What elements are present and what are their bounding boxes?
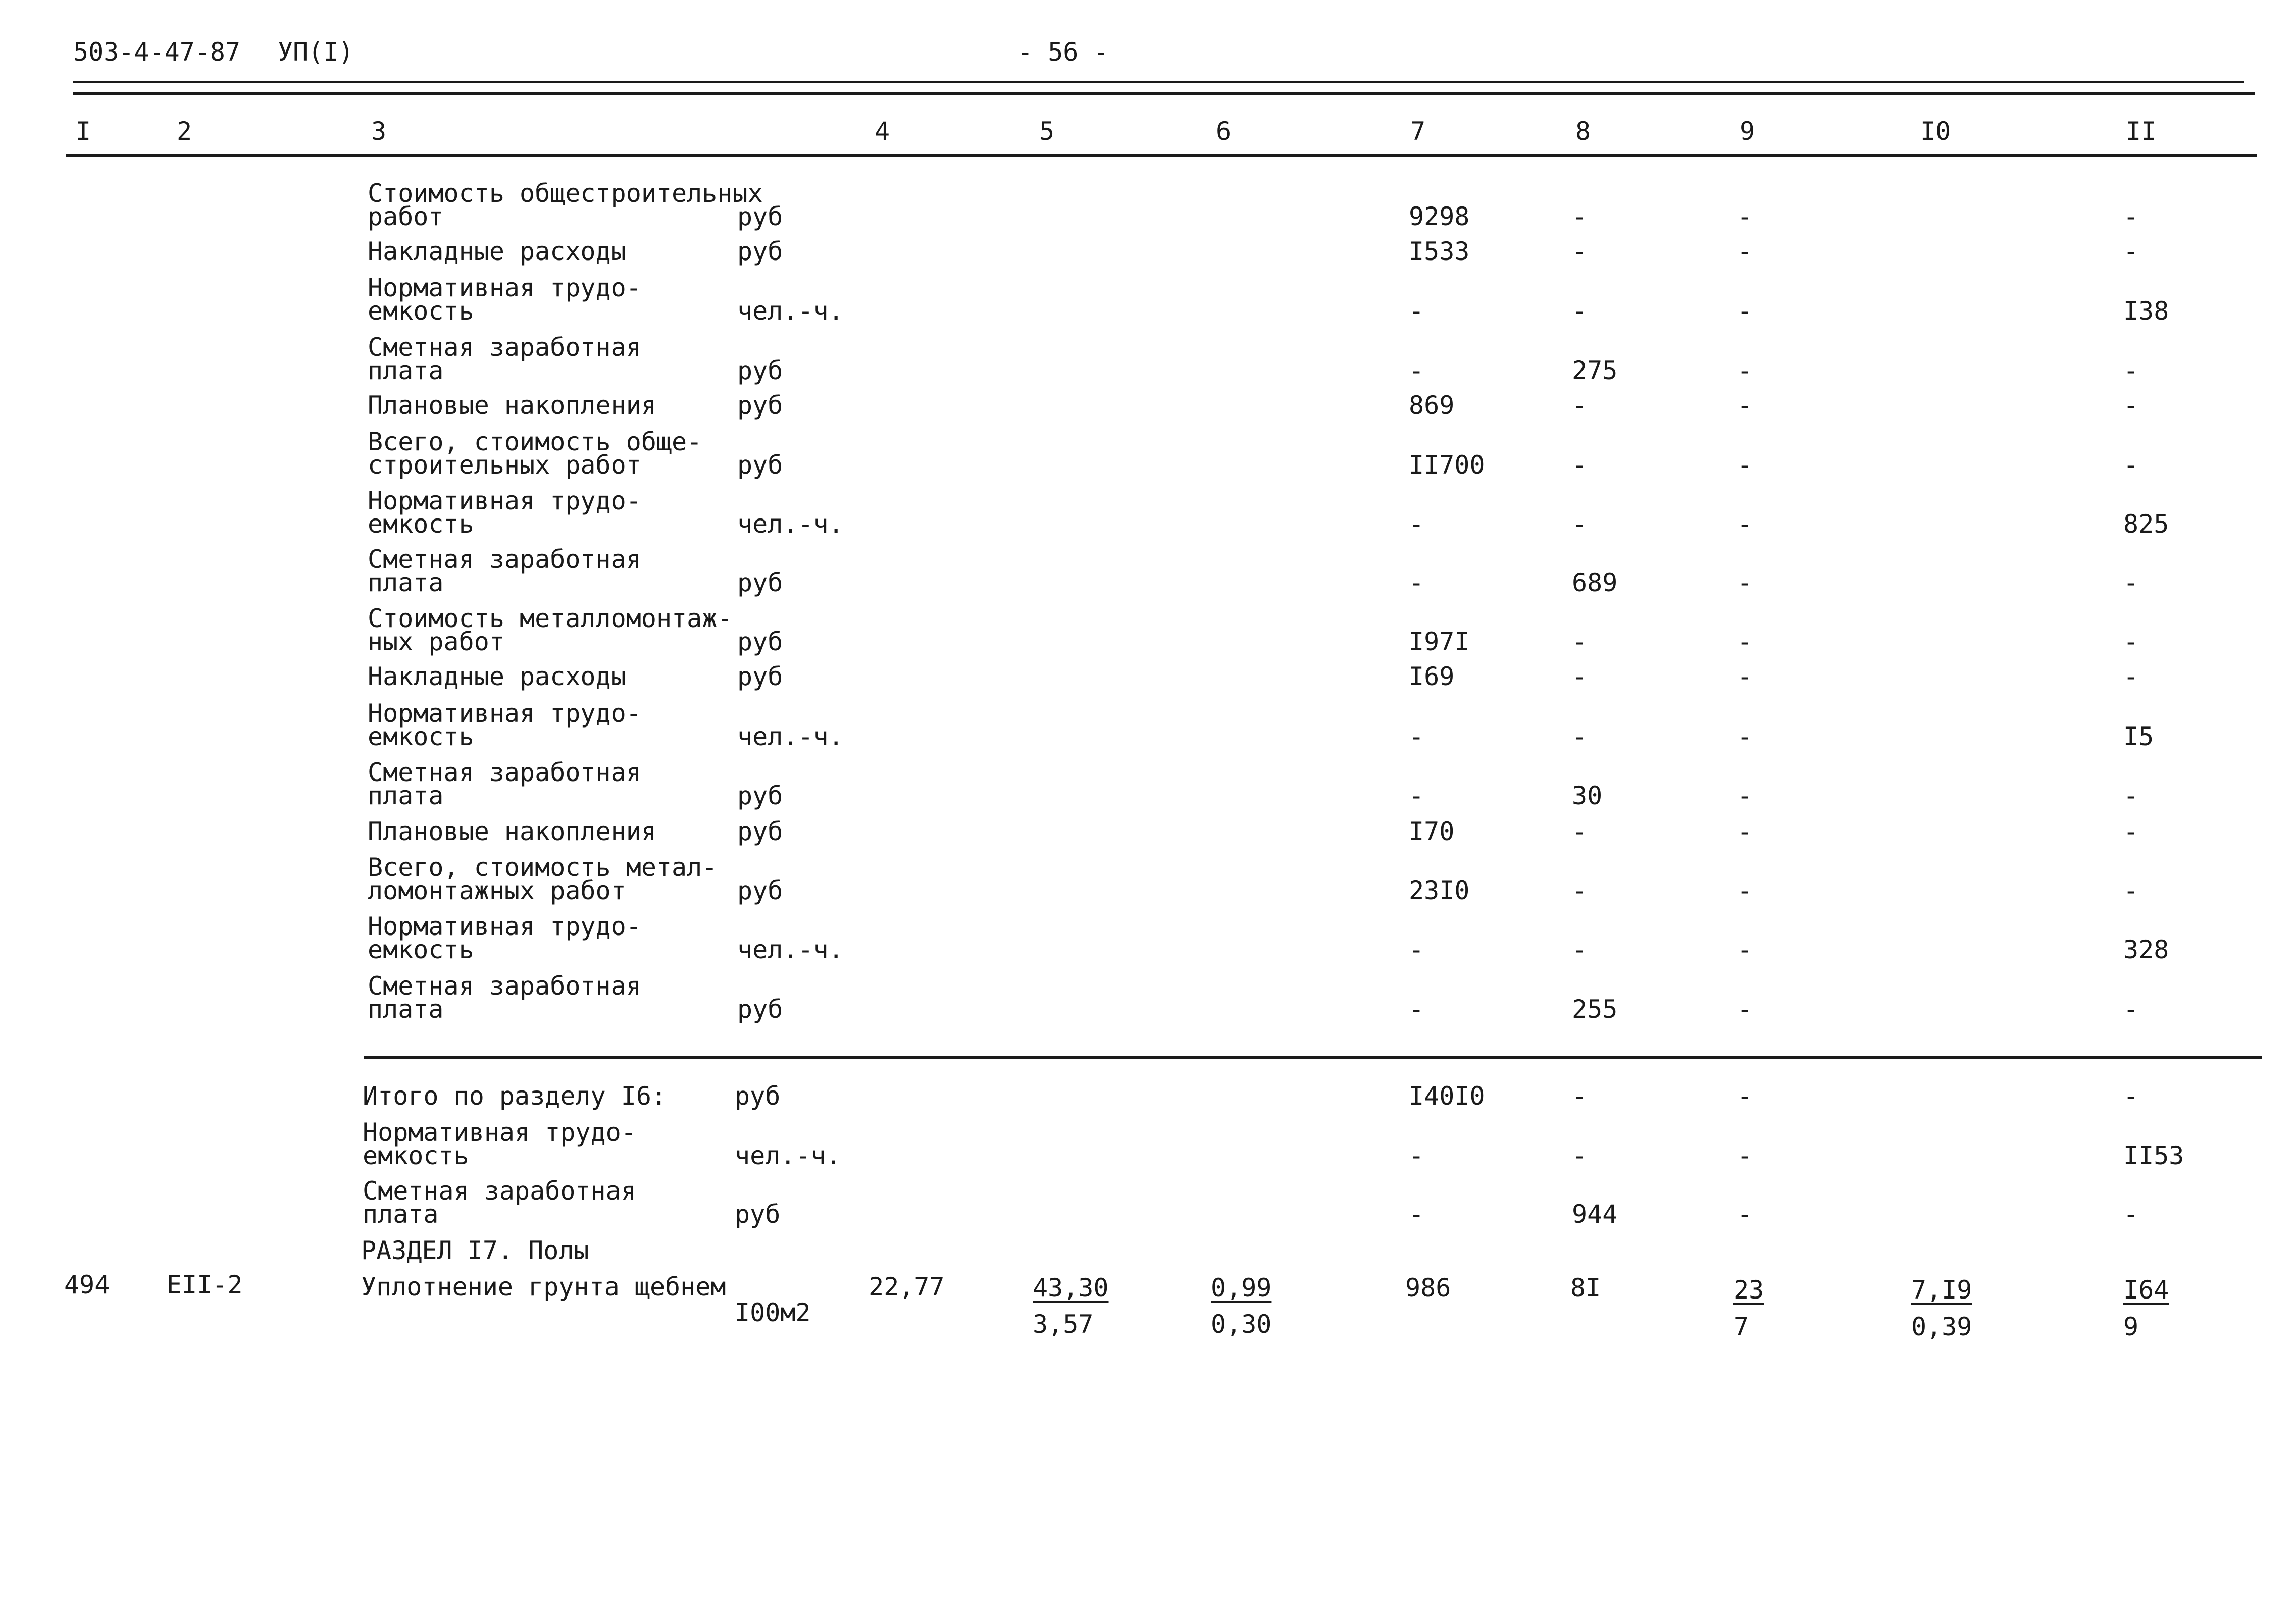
col-head-6: 6 [1216, 117, 1232, 146]
row-label-line: Сметная заработная [368, 758, 641, 787]
row-label-line: емкость [363, 1141, 469, 1170]
row-label-line: Нормативная трудо- [368, 486, 641, 515]
col-head-11: II [2126, 117, 2157, 146]
row-col7-value: I97I [1409, 627, 1470, 656]
row-label-line: Сметная заработная [363, 1176, 636, 1206]
row-unit: чел.-ч. [737, 296, 844, 326]
row-col8-value: 255 [1572, 995, 1618, 1024]
row-col7-value: - [1409, 568, 1424, 597]
row-col9-value: - [1737, 202, 1753, 231]
row-label-line: емкость [368, 722, 474, 751]
row-label-line: Плановые накопления [368, 817, 656, 846]
row-col8-value: - [1572, 391, 1588, 420]
col-head-10: I0 [1920, 117, 1951, 146]
row-label-line: Нормативная трудо- [368, 273, 641, 302]
row-label-line: ломонтажных работ [368, 876, 626, 905]
row-col7-value: - [1409, 296, 1424, 326]
item-col4: 22,77 [869, 1272, 945, 1302]
row-label-line: Накладные расходы [368, 662, 626, 691]
row-col11-value: 825 [2123, 509, 2169, 539]
row-label-line: Сметная заработная [368, 971, 641, 1001]
row-col8-value: 275 [1572, 356, 1618, 385]
col-head-1: I [76, 117, 91, 146]
row-col9-value: - [1737, 781, 1753, 810]
row-unit: руб [735, 1200, 781, 1229]
row-col8-value: - [1572, 237, 1588, 266]
item-col11-top: I64 [2123, 1275, 2169, 1305]
row-col9-value: - [1737, 722, 1753, 751]
row-col11-value: - [2123, 781, 2139, 810]
row-unit: руб [737, 662, 783, 691]
row-col8-value: - [1572, 627, 1588, 656]
row-label-line: емкость [368, 296, 474, 326]
row-col7-value: I533 [1409, 237, 1470, 266]
row-label-line: Сметная заработная [368, 545, 641, 574]
item-col8: 8I [1570, 1273, 1601, 1303]
item-col10-top: 7,I9 [1911, 1275, 1972, 1305]
item-code: EII-2 [167, 1270, 243, 1300]
row-unit: руб [737, 817, 783, 846]
item-unit: I00м2 [735, 1298, 811, 1327]
row-col7-value: - [1409, 935, 1424, 964]
row-col11-value: - [2123, 1081, 2139, 1111]
row-col9-value: - [1737, 817, 1753, 846]
row-col11-value: - [2123, 391, 2139, 420]
row-unit: руб [735, 1081, 781, 1111]
row-col8-value: - [1572, 1141, 1588, 1170]
row-unit: руб [737, 568, 783, 597]
row-label-line: Всего, стоимость обще- [368, 427, 702, 456]
item-name: Уплотнение грунта щебнем [361, 1272, 726, 1302]
row-unit: руб [737, 627, 783, 656]
col-head-5: 5 [1039, 117, 1055, 146]
row-label-line: Нормативная трудо- [368, 912, 641, 941]
item-col9-top: 23 [1733, 1275, 1764, 1305]
row-col8-value: - [1572, 202, 1588, 231]
row-unit: руб [737, 450, 783, 480]
row-unit: чел.-ч. [737, 935, 844, 964]
row-label-line: плата [368, 995, 444, 1024]
item-col5-bottom: 3,57 [1033, 1310, 1094, 1339]
row-col9-value: - [1737, 450, 1753, 480]
row-col11-value: - [2123, 627, 2139, 656]
row-col11-value: - [2123, 876, 2139, 905]
page-number: - 56 - [1017, 37, 1109, 67]
row-label-line: Нормативная трудо- [368, 699, 641, 728]
row-col8-value: - [1572, 1081, 1588, 1111]
row-col7-value: I40I0 [1409, 1081, 1485, 1111]
row-col9-value: - [1737, 876, 1753, 905]
row-col7-value: - [1409, 1200, 1424, 1229]
row-col7-value: I69 [1409, 662, 1455, 691]
row-unit: руб [737, 356, 783, 385]
document-code: 503-4-47-87 [73, 37, 241, 67]
item-number: 494 [64, 1270, 110, 1300]
col-head-8: 8 [1575, 117, 1591, 146]
row-col11-value: - [2123, 817, 2139, 846]
row-col8-value: 689 [1572, 568, 1618, 597]
row-col7-value: 23I0 [1409, 876, 1470, 905]
row-col11-value: II53 [2123, 1141, 2184, 1170]
row-col11-value: I5 [2123, 722, 2154, 751]
row-col7-value: 9298 [1409, 202, 1470, 231]
col-head-2: 2 [177, 117, 192, 146]
row-label-line: Всего, стоимость метал- [368, 853, 718, 882]
row-col8-value: - [1572, 509, 1588, 539]
row-col7-value: 869 [1409, 391, 1455, 420]
row-col7-value: - [1409, 509, 1424, 539]
row-col7-value: II700 [1409, 450, 1485, 480]
row-label-line: плата [368, 356, 444, 385]
item-col7: 986 [1405, 1273, 1451, 1303]
section-title: РАЗДЕЛ I7. Полы [361, 1236, 589, 1265]
row-col9-value: - [1737, 356, 1753, 385]
row-col11-value: - [2123, 662, 2139, 691]
row-col9-value: - [1737, 627, 1753, 656]
row-label-line: строительных работ [368, 450, 641, 480]
row-label-line: ных работ [368, 627, 504, 656]
row-col8-value: 30 [1572, 781, 1603, 810]
row-col11-value: - [2123, 995, 2139, 1024]
row-unit: руб [737, 876, 783, 905]
row-col8-value: - [1572, 876, 1588, 905]
item-col10-bottom: 0,39 [1911, 1312, 1972, 1341]
row-col11-value: - [2123, 202, 2139, 231]
row-label-line: Плановые накопления [368, 391, 656, 420]
row-unit: чел.-ч. [737, 722, 844, 751]
row-label-line: емкость [368, 509, 474, 539]
header-rule-top-2 [73, 92, 2255, 95]
row-label-line: Сметная заработная [368, 333, 641, 362]
row-label-line: плата [368, 781, 444, 810]
row-col7-value: - [1409, 356, 1424, 385]
row-col8-value: 944 [1572, 1200, 1618, 1229]
row-label-line: плата [368, 568, 444, 597]
row-col9-value: - [1737, 568, 1753, 597]
row-col8-value: - [1572, 817, 1588, 846]
row-col9-value: - [1737, 391, 1753, 420]
row-col11-value: 328 [2123, 935, 2169, 964]
row-label-line: Нормативная трудо- [363, 1118, 636, 1147]
row-label-line: Накладные расходы [368, 237, 626, 266]
row-col7-value: - [1409, 995, 1424, 1024]
row-col7-value: I70 [1409, 817, 1455, 846]
row-col9-value: - [1737, 237, 1753, 266]
row-col7-value: - [1409, 722, 1424, 751]
row-col9-value: - [1737, 1081, 1753, 1111]
row-unit: руб [737, 781, 783, 810]
col-head-3: 3 [371, 117, 387, 146]
col-head-9: 9 [1740, 117, 1755, 146]
header-rule-top [73, 81, 2244, 83]
row-col11-value: - [2123, 237, 2139, 266]
row-col9-value: - [1737, 935, 1753, 964]
row-col8-value: - [1572, 722, 1588, 751]
item-col5-top: 43,30 [1033, 1273, 1109, 1303]
row-unit: чел.-ч. [735, 1141, 841, 1170]
item-col6-bottom: 0,30 [1211, 1310, 1272, 1339]
item-col9-bottom: 7 [1733, 1312, 1749, 1341]
row-col9-value: - [1737, 1141, 1753, 1170]
row-col8-value: - [1572, 296, 1588, 326]
row-col9-value: - [1737, 662, 1753, 691]
row-col11-value: - [2123, 450, 2139, 480]
item-col11-bottom: 9 [2123, 1312, 2139, 1341]
row-label-line: емкость [368, 935, 474, 964]
row-label-line: работ [368, 202, 444, 231]
col-head-4: 4 [875, 117, 890, 146]
row-col9-value: - [1737, 296, 1753, 326]
row-label-line: Итого по разделу I6: [363, 1081, 667, 1111]
row-col9-value: - [1737, 995, 1753, 1024]
header-rule-bottom [66, 154, 2257, 157]
row-unit: чел.-ч. [737, 509, 844, 539]
row-label-line: Стоимость металломонтаж- [368, 604, 733, 633]
row-unit: руб [737, 995, 783, 1024]
row-unit: руб [737, 237, 783, 266]
row-col11-value: - [2123, 568, 2139, 597]
row-col9-value: - [1737, 509, 1753, 539]
row-unit: руб [737, 391, 783, 420]
row-col8-value: - [1572, 662, 1588, 691]
totals-separator [364, 1056, 2262, 1059]
row-col8-value: - [1572, 935, 1588, 964]
row-unit: руб [737, 202, 783, 231]
row-label-line: Стоимость общестроительных [368, 179, 763, 208]
col-head-7: 7 [1410, 117, 1426, 146]
row-col9-value: - [1737, 1200, 1753, 1229]
row-col11-value: - [2123, 1200, 2139, 1229]
row-col8-value: - [1572, 450, 1588, 480]
row-label-line: плата [363, 1200, 439, 1229]
row-col7-value: - [1409, 1141, 1424, 1170]
row-col7-value: - [1409, 781, 1424, 810]
album-code: УП(I) [278, 37, 354, 67]
row-col11-value: - [2123, 356, 2139, 385]
row-col11-value: I38 [2123, 296, 2169, 326]
item-col6-top: 0,99 [1211, 1273, 1272, 1303]
